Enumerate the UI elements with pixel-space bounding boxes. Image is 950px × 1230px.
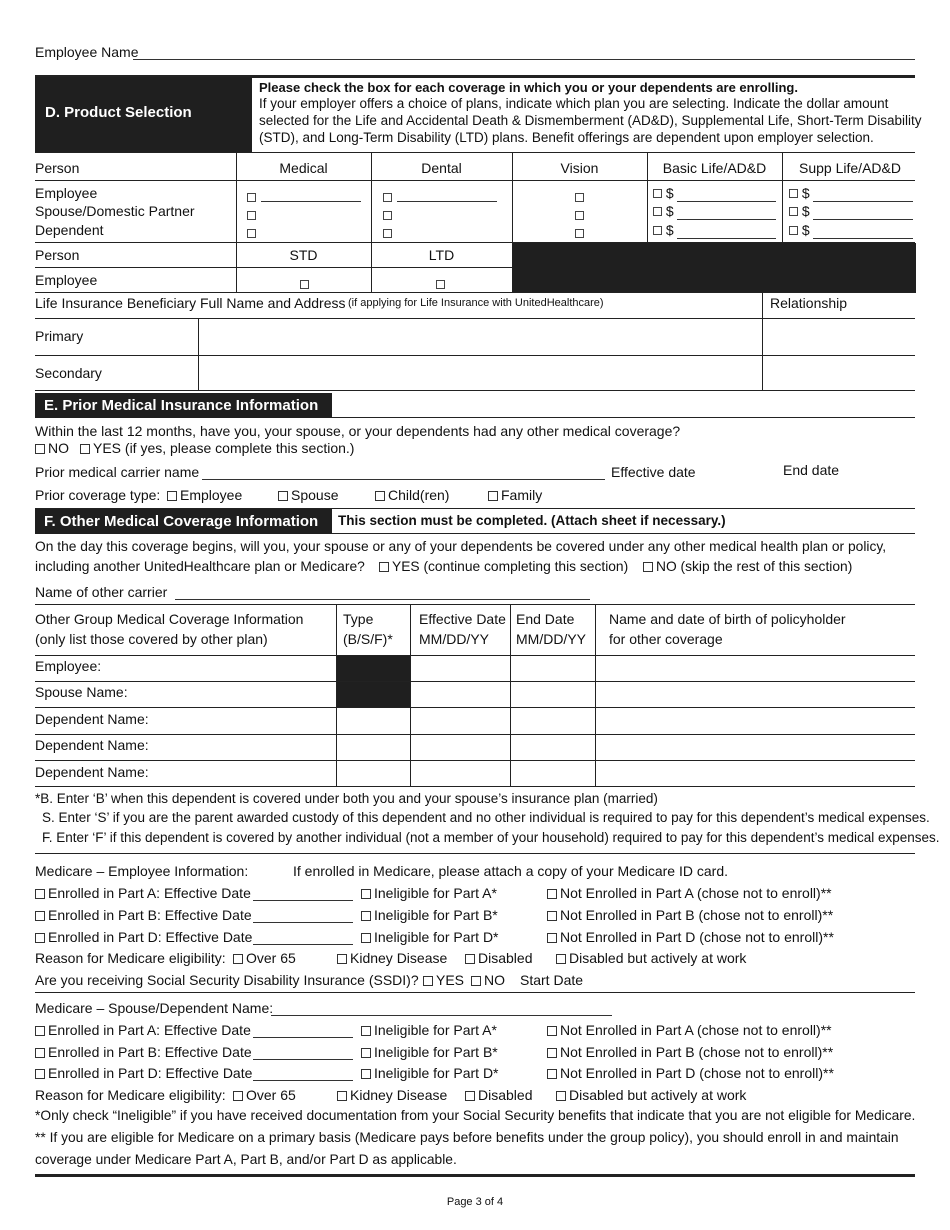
primary-relationship-field[interactable] (763, 319, 915, 354)
sp-part-a-enrolled[interactable]: Enrolled in Part A: Effective Date (35, 1022, 251, 1038)
emp-part-d-date[interactable] (253, 944, 353, 945)
sp-part-b-not-enrolled[interactable]: Not Enrolled in Part B (chose not to enroll)** (547, 1044, 833, 1060)
section-f-question: On the day this coverage begins, will you, your spouse or any of your dependents be covered under any other medical health plan or policy, (35, 539, 887, 554)
coverage-spouse-option[interactable]: Spouse (278, 487, 338, 503)
sp-disabled[interactable]: Disabled (465, 1087, 532, 1103)
emp-kidney[interactable]: Kidney Disease (337, 950, 447, 966)
sp-over65[interactable]: Over 65 (233, 1087, 296, 1103)
sp-part-a-ineligible[interactable]: Ineligible for Part A* (361, 1022, 497, 1038)
coverage-employee-option[interactable]: Employee (167, 487, 242, 503)
table-row: Dependent Name: (35, 711, 149, 727)
emp-part-a-date[interactable] (253, 900, 353, 901)
ssdi-yes[interactable]: YES (423, 972, 464, 988)
sp-part-d-not-enrolled[interactable]: Not Enrolled in Part D (chose not to enroll)** (547, 1065, 834, 1081)
beneficiary-note: (if applying for Life Insurance with UnitedHealthcare) (348, 297, 604, 309)
th-end: End Date (516, 611, 575, 627)
th-group: Other Group Medical Coverage Information (35, 611, 304, 627)
row-employee: Employee (35, 185, 98, 201)
sp-part-a-date[interactable] (253, 1037, 353, 1038)
row-dependent: Dependent (35, 222, 104, 238)
ssdi-start-date-label: Start Date (520, 972, 584, 988)
dental-dependent-checkbox[interactable] (383, 225, 392, 241)
coverage-type-label: Prior coverage type: (35, 487, 161, 503)
prior-end-label: End date (783, 462, 840, 478)
basic-life-employee[interactable]: $ (653, 185, 674, 201)
dental-employee-checkbox[interactable] (383, 189, 392, 205)
footnote-b: *B. Enter ‘B’ when this dependent is covered under both you and your spouse’s insurance plan (married) (35, 791, 658, 806)
col-medical: Medical (279, 160, 328, 176)
medical-dependent-checkbox[interactable] (247, 225, 256, 241)
page-number: Page 3 of 4 (446, 1196, 504, 1208)
ltd-employee-checkbox[interactable] (436, 276, 445, 292)
sp-part-d-enrolled[interactable]: Enrolled in Part D: Effective Date (35, 1065, 252, 1081)
emp-part-d-enrolled[interactable]: Enrolled in Part D: Effective Date (35, 929, 252, 945)
sp-kidney[interactable]: Kidney Disease (337, 1087, 447, 1103)
emp-disabled[interactable]: Disabled (465, 950, 532, 966)
th-effective: Effective Date (419, 611, 506, 627)
section-f-title: F. Other Medical Coverage Information (44, 513, 319, 530)
emp-part-a-enrolled[interactable]: Enrolled in Part A: Effective Date (35, 885, 251, 901)
other-carrier-label: Name of other carrier (35, 584, 168, 600)
medicare-employee-heading: Medicare – Employee Information: (35, 863, 249, 879)
sp-reason-label: Reason for Medicare eligibility: (35, 1087, 226, 1103)
footnote-primary: ** If you are eligible for Medicare on a primary basis (Medicare pays before benefits under the group policy), you should enroll in and maintain (35, 1130, 899, 1145)
section-d-instructions: If your employer offers a choice of plans, indicate which plan you are selecting. Indicate the dollar amount (259, 96, 889, 111)
supp-life-employee[interactable]: $ (789, 185, 810, 201)
table-row: Dependent Name: (35, 737, 149, 753)
relationship-label: Relationship (770, 295, 848, 311)
col-supp-life: Supp Life/AD&D (799, 160, 901, 176)
section-e-header (35, 393, 332, 418)
col-ltd: LTD (428, 247, 455, 263)
prior-carrier-label: Prior medical carrier name (35, 464, 200, 480)
supp-life-spouse[interactable]: $ (789, 203, 810, 219)
basic-life-dependent[interactable]: $ (653, 222, 674, 238)
prior-carrier-field[interactable] (202, 479, 605, 480)
sp-disabled-work[interactable]: Disabled but actively at work (556, 1087, 746, 1103)
th-name: Name and date of birth of policyholder (609, 611, 846, 627)
sp-part-b-enrolled[interactable]: Enrolled in Part B: Effective Date (35, 1044, 252, 1060)
ssdi-no[interactable]: NO (471, 972, 505, 988)
emp-part-b-ineligible[interactable]: Ineligible for Part B* (361, 907, 498, 923)
spouse-name-field[interactable] (271, 1015, 612, 1016)
emp-part-d-ineligible[interactable]: Ineligible for Part D* (361, 929, 499, 945)
coverage-children-option[interactable]: Child(ren) (375, 487, 449, 503)
other-carrier-field[interactable] (175, 599, 590, 600)
beneficiary-label: Life Insurance Beneficiary Full Name and Address (35, 295, 346, 311)
blacked-out-area (512, 243, 916, 293)
col-person: Person (35, 160, 80, 176)
basic-life-spouse[interactable]: $ (653, 203, 674, 219)
section-e-question: Within the last 12 months, have you, your spouse, or your dependents had any other medical coverage? (35, 423, 681, 439)
vision-employee-checkbox[interactable] (575, 189, 584, 205)
sp-part-d-date[interactable] (253, 1080, 353, 1081)
footnote-f: F. Enter ‘F’ if this dependent is covered by another individual (not a member of your household) required to pay for this dependent’s medical expenses. (42, 830, 940, 845)
section-d-header (35, 77, 252, 152)
employee-name-field[interactable] (133, 59, 915, 60)
section-e-title: E. Prior Medical Insurance Information (44, 397, 319, 414)
emp-over65[interactable]: Over 65 (233, 950, 296, 966)
row-spouse: Spouse/Domestic Partner (35, 203, 195, 219)
prior-yes-option[interactable]: YES (if yes, please complete this section.) (80, 440, 354, 456)
table-row: Spouse Name: (35, 684, 128, 700)
emp-part-b-date[interactable] (253, 922, 353, 923)
primary-beneficiary-field[interactable] (199, 319, 761, 354)
secondary-relationship-field[interactable] (763, 356, 915, 389)
section-d-title: D. Product Selection (45, 104, 192, 121)
dental-plan-field[interactable] (397, 201, 497, 202)
col-basic-life: Basic Life/AD&D (662, 160, 767, 176)
vision-dependent-checkbox[interactable] (575, 225, 584, 241)
medical-plan-field[interactable] (261, 201, 361, 202)
emp-reason-label: Reason for Medicare eligibility: (35, 950, 226, 966)
prior-effective-label: Effective date (611, 464, 696, 480)
sp-part-b-ineligible[interactable]: Ineligible for Part B* (361, 1044, 498, 1060)
emp-disabled-work[interactable]: Disabled but actively at work (556, 950, 746, 966)
vision-spouse-checkbox[interactable] (575, 207, 584, 223)
medicare-attach-note: If enrolled in Medicare, please attach a copy of your Medicare ID card. (293, 863, 728, 879)
emp-part-d-not-enrolled[interactable]: Not Enrolled in Part D (chose not to enroll)** (547, 929, 834, 945)
section-d-instructions-bold: Please check the box for each coverage in which you or your dependents are enrolling. (259, 80, 798, 95)
sp-part-a-not-enrolled[interactable]: Not Enrolled in Part A (chose not to enroll)** (547, 1022, 832, 1038)
col-dental: Dental (421, 160, 462, 176)
table-row: Dependent Name: (35, 764, 149, 780)
other-coverage-yes[interactable]: YES (continue completing this section) (379, 559, 628, 574)
table-row: Employee: (35, 658, 102, 674)
th-type: Type (343, 611, 374, 627)
other-coverage-no[interactable]: NO (skip the rest of this section) (643, 559, 852, 574)
dental-spouse-checkbox[interactable] (383, 207, 392, 223)
footnote-ineligible: *Only check “Ineligible” if you have received documentation from your Social Security benefits that indicate that you are not eligible for Medicare. (35, 1108, 916, 1123)
secondary-beneficiary-field[interactable] (199, 356, 761, 389)
std-employee-checkbox[interactable] (300, 276, 309, 292)
medical-spouse-checkbox[interactable] (247, 207, 256, 223)
footnote-s: S. Enter ‘S’ if you are the parent awarded custody of this dependent and no other individual is required to pay for this dependent’s medical expenses. (42, 810, 930, 825)
sp-part-d-ineligible[interactable]: Ineligible for Part D* (361, 1065, 499, 1081)
medicare-spouse-heading: Medicare – Spouse/Dependent Name: (35, 1000, 274, 1016)
sp-part-b-date[interactable] (253, 1059, 353, 1060)
ssdi-question: Are you receiving Social Security Disability Insurance (SSDI)? (35, 972, 419, 988)
col-vision: Vision (560, 160, 599, 176)
col-std: STD (289, 247, 318, 263)
section-f-header (35, 509, 332, 534)
secondary-label: Secondary (35, 365, 102, 381)
emp-part-b-not-enrolled[interactable]: Not Enrolled in Part B (chose not to enroll)** (547, 907, 833, 923)
employee-name-label: Employee Name (35, 44, 139, 60)
emp-part-b-enrolled[interactable]: Enrolled in Part B: Effective Date (35, 907, 252, 923)
emp-part-a-not-enrolled[interactable]: Not Enrolled in Part A (chose not to enroll)** (547, 885, 832, 901)
medical-employee-checkbox[interactable] (247, 189, 256, 205)
coverage-family-option[interactable]: Family (488, 487, 542, 503)
section-f-note: This section must be completed. (Attach sheet if necessary.) (338, 513, 726, 528)
supp-life-dependent[interactable]: $ (789, 222, 810, 238)
primary-label: Primary (35, 328, 84, 344)
emp-part-a-ineligible[interactable]: Ineligible for Part A* (361, 885, 497, 901)
prior-no-option[interactable]: NO (35, 440, 69, 456)
